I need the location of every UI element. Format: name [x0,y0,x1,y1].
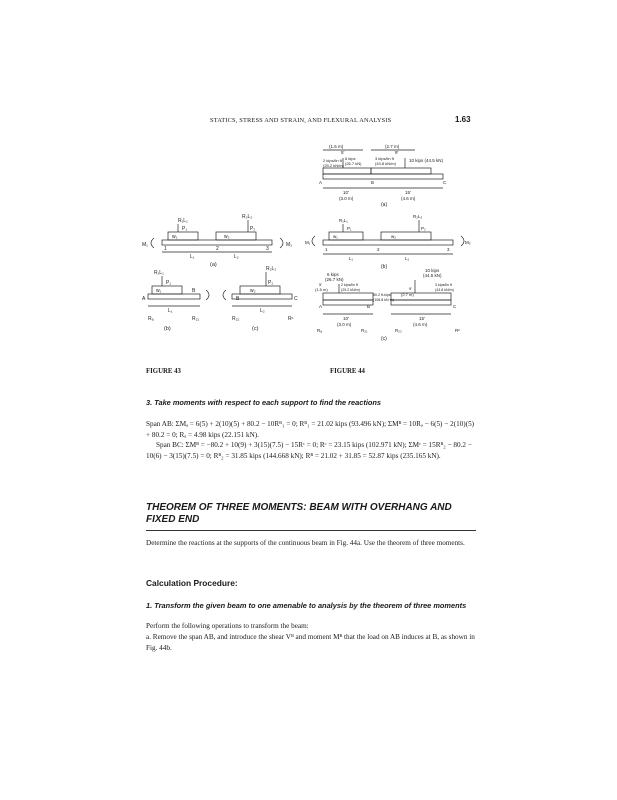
f43a-label: (a) [210,262,217,268]
f44a-load4: 10 kips (44.5 kN) [409,158,444,163]
section-intro: Determine the reactions at the supports of the continuous beam in Fig. 44a. Use the theorem of three moments. [146,539,465,547]
f44a-load3: 3 kips/lin ft [375,156,394,161]
f43c-w2: w₂ [250,288,256,294]
f44c-load1: 6 kips [327,272,339,277]
f44c-dim2: 9' [409,286,412,291]
step-1-text: Perform the following operations to transform the beam: [146,622,309,630]
f44a-span2b: (4.6 m) [401,196,416,201]
f43a-l2: L₂ [234,254,239,260]
f44c-c: C [453,304,457,309]
f43c-p2: P₂ [268,280,274,286]
figure-44 [305,140,485,365]
f43a-n2: 2 [216,246,219,252]
f43a-w1: w₁ [172,234,178,240]
f43a-p2: P₂ [250,226,256,232]
f43b-w1: w₁ [156,288,162,294]
f44c-load2b: (44.5 kN) [423,273,442,278]
f44c-rc: Rᶜ [455,328,460,333]
f43b-l1: L₁ [168,308,173,314]
f43a-top-right: R₂L₂ [242,214,253,220]
f43c-rb2: R₂₂ [232,316,240,322]
f44c-rb1: R₂₁ [361,328,368,333]
f44c-span2b: (4.6 m) [413,322,428,327]
f44c-rb2: R₂₂ [395,328,402,333]
f44a-load2: 2 kips/lin ft [323,158,342,163]
f44c-moment: 80.2 ft-kips [373,293,391,297]
f44c-w1b: (29.2 kN/m) [341,288,360,292]
f43b-rb1: R₂₁ [192,316,200,322]
f44b-top-left: R₁L₁ [339,218,348,223]
f44c-w2b: (43.8 kN/m) [435,288,454,292]
f44c-load2: 10 kips [425,268,440,273]
f44a-span1: 10' [343,190,349,195]
f44a-span2: 15' [405,190,411,195]
f44a-b: B [371,180,375,185]
f43c-b: B [236,296,240,302]
list-item-a: a. Remove the span AB, and introduce the shear Vᴮ and moment Mᴮ that the load on AB induces at B, as shown in Fig. 44b. [146,633,475,652]
step-3-span-ab: Span AB: ΣMₐ = 6(5) + 2(10)(5) + 80.2 − 10Rᴮ₁ = 0; Rᴮ₁ = 21.02 kips (93.496 kN); ΣMᴮ = 10Rₐ − 6(5) − 2(10)(5) + 80.2 = 0; Rₐ = 4.98 kips (22.151 kN). [146,420,475,439]
f44b-m1: M₁ [305,240,311,245]
f44a-span1b: (3.0 m) [339,196,354,201]
f44a-load1: 6 kips [345,156,356,161]
f43c-top: R₂L₂ [266,266,277,272]
step-3-heading: 3. Take moments with respect to each support to find the reactions [146,398,382,407]
page-number: 1.63 [455,115,471,124]
f44a-dim1b: 5' [341,150,345,155]
f44c-span1b: (3.0 m) [337,322,352,327]
f43b-label: (b) [164,326,171,332]
section-title: THEOREM OF THREE MOMENTS: BEAM WITH OVERHANG AND FIXED END [146,502,452,525]
running-header: STATICS, STRESS AND STRAIN, AND FLEXURAL ANALYSIS [210,117,392,124]
f43a-top-left: R₁L₁ [178,218,188,224]
f44c-dim1: 5' [319,282,322,287]
f44c-w1: 2 kips/lin ft [341,283,358,287]
f44c-dim1b: (1.5 m) [315,287,328,292]
procedure-heading: Calculation Procedure: [146,578,238,588]
f43b-top: R₁L₁ [154,270,164,276]
f44a-dim1: (1.5 m) [329,144,344,149]
f44b-p1: P₁ [347,226,352,231]
step-1-heading: 1. Transform the given beam to one amenable to analysis by the theorem of three moments [146,601,467,610]
f43b-b: B [192,288,196,294]
f43a-l1: L₁ [190,254,195,260]
f44c-momentb: (108.8 kN·m) [373,298,394,302]
f44b-l1: L₁ [349,256,354,261]
figure-43 [140,210,310,360]
f44a-dim2: (2.7 m) [385,144,400,149]
f44c-a: A [319,304,323,309]
f44c-b: B [367,304,371,309]
f43a-m1: M₁ [142,242,148,248]
f44a-label: (a) [381,202,388,208]
f43a-w2: w₂ [224,234,230,240]
f44b-top-right: R₂L₂ [413,214,423,219]
f44c-label: (c) [381,336,387,342]
f44a-a: A [319,180,323,185]
f43c-label: (c) [252,326,259,332]
f44c-load1b: (26.7 kN) [325,277,344,282]
f44b-label: (b) [381,264,388,270]
f43b-ra: Rₐ [148,316,154,322]
f44b-w2: w₂ [391,234,396,239]
f43a-m3: M₃ [286,242,293,248]
f44c-span1: 10' [343,316,349,321]
f43c-l2: L₂ [260,308,265,314]
f44b-l2: L₂ [405,256,410,261]
f44a-load1b: (26.7 kN) [345,161,362,166]
f44c-w2: 3 kips/lin ft [435,283,452,287]
f43c-c: C [294,296,298,302]
f44a-c: C [443,180,447,185]
f44b-n2: 2 [377,247,380,252]
f43a-n1: 1 [164,246,167,252]
step-3-span-bc: Span BC: ΣMᴮ = −80.2 + 10(9) + 3(15)(7.5) − 15Rᶜ = 0; Rᶜ = 23.15 kips (102.971 kN); ΣMᶜ = 15Rᴮ₂ − 80.2 − 10(6) − 3(15)(7.5) = 0; Rᴮ₂ = 31.85 kips (144.668 kN); Rᴮ = 21.02 + 31.85 = 52.87 kips (235.165 kN). [146,441,472,460]
f44b-p2: P₂ [421,226,426,231]
f44b-n3: 3 [447,247,450,252]
f43a-p1: P₁ [182,226,188,232]
figure-44-caption: FIGURE 44 [330,368,365,375]
f44c-dim2b: (2.7 m) [401,292,414,297]
figure-43-caption: FIGURE 43 [146,368,181,375]
f43b-p1: P₁ [166,280,172,286]
f44b-n1: 1 [325,247,328,252]
f44c-ra: Rₐ [317,328,322,333]
f44a-dim2b: 9' [395,150,399,155]
f44b-m3: M₃ [465,240,471,245]
f43b-a: A [142,296,146,302]
f44a-load2b: (29.2 kN/m) [323,163,344,168]
f44a-load3b: (43.8 kN/m) [375,161,396,166]
f44c-span2: 15' [419,316,425,321]
f43a-n3: 3 [266,246,269,252]
f43c-rc: Rᶜ [288,316,294,322]
section-rule [146,530,476,531]
f44b-w1: w₁ [333,234,338,239]
step-3-text [146,419,476,461]
